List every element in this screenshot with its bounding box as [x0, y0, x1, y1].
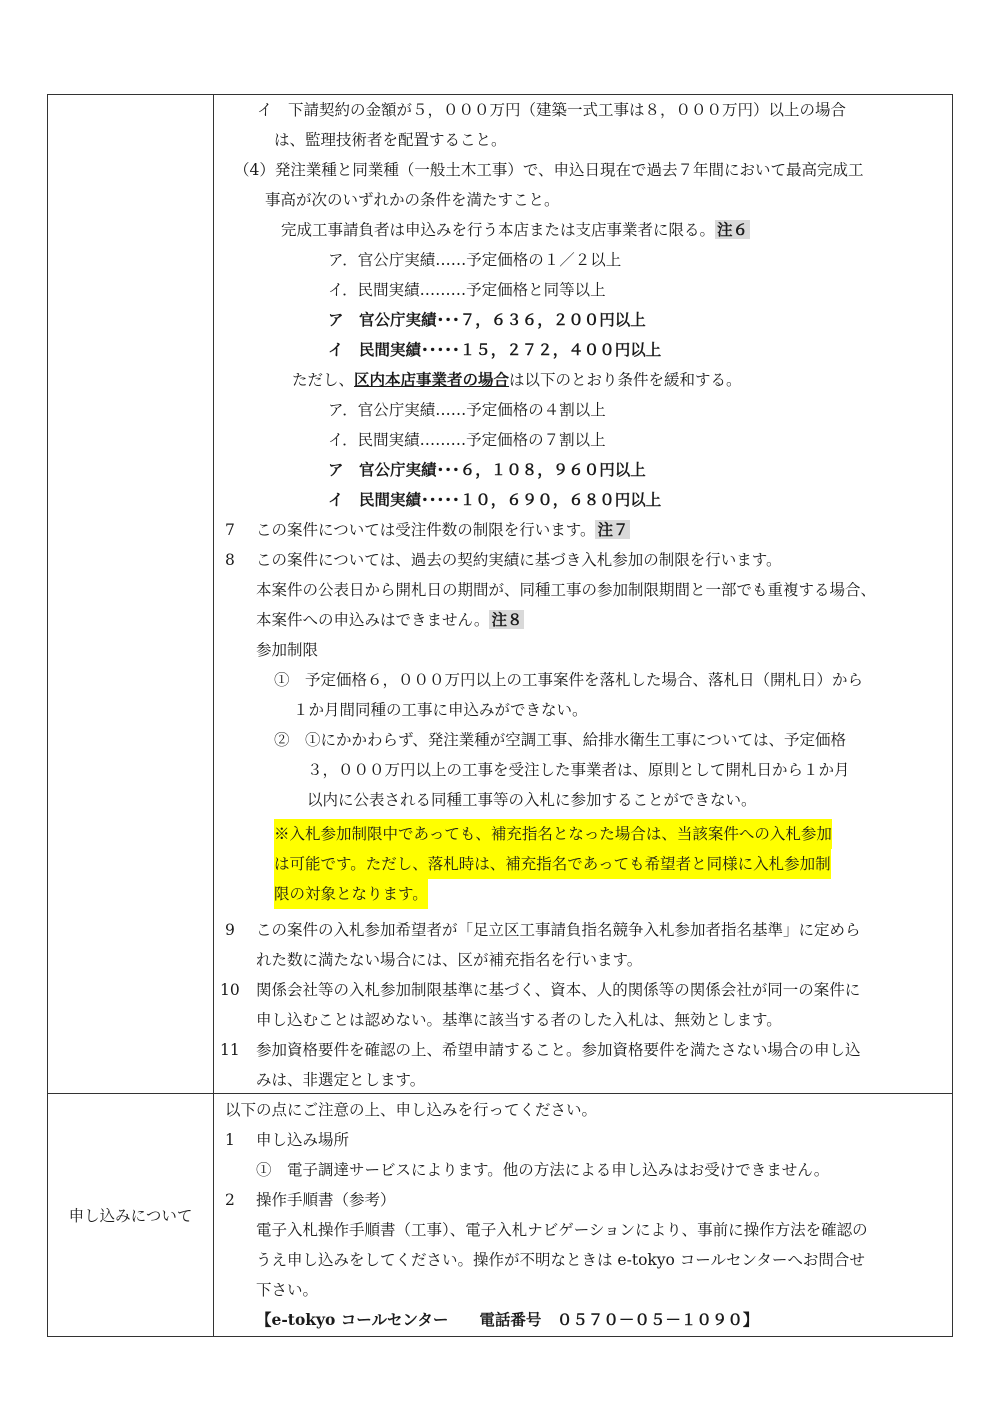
- text-line: ① 予定価格６，０００万円以上の工事案件を落札した場合、落札日（開札日）から: [274, 671, 864, 689]
- proviso-emphasis: 区内本店事業者の場合: [354, 370, 510, 389]
- apply-label: 申し込みについて: [68, 1207, 193, 1225]
- text-line: 申し込むことは認めない。基準に該当する者のした入札は、無効とします。: [256, 1011, 782, 1029]
- text-line: 以下の点にご注意の上、申し込みを行ってください。: [225, 1101, 598, 1119]
- text-line: イ 民間実績･････１５，２７２，４００円以上: [328, 340, 662, 359]
- text-line: 電子入札操作手順書（工事）、電子入札ナビゲーションにより、事前に操作方法を確認の: [256, 1221, 868, 1239]
- text-line: 関係会社等の入札参加制限基準に基づく、資本、人的関係等の関係会社が同一の案件に: [256, 981, 861, 999]
- call-center-line: 【e-tokyo コールセンター 電話番号 ０５７０－０５－１０９０】: [256, 1310, 759, 1329]
- note-6-link[interactable]: 注６: [717, 220, 749, 239]
- proviso-text: ただし、: [292, 371, 355, 389]
- item-number: 7: [225, 521, 235, 539]
- text-line: イ．民間実績………予定価格の７割以上: [328, 431, 606, 449]
- text-line: [292, 369, 742, 391]
- document-table: [47, 94, 953, 1337]
- text-line: ① 電子調達サービスによります。他の方法による申し込みはお受けできません。: [256, 1161, 830, 1179]
- text-line: イ 民間実績･････１０，６９０，６８０円以上: [328, 490, 662, 509]
- text-line: みは、非選定とします。: [256, 1071, 426, 1089]
- text-line: うえ申し込みをしてください。操作が不明なときは e-tokyo コールセンターへお問合せ: [256, 1251, 865, 1269]
- text-line: 参加制限: [256, 641, 319, 659]
- note-7-link[interactable]: 注７: [597, 520, 629, 539]
- highlight-line: 限の対象となります。: [274, 879, 428, 909]
- text-line: [256, 519, 630, 541]
- text-line: ア 官公庁実績･･･７，６３６，２００円以上: [328, 310, 646, 329]
- item-number: 2: [225, 1191, 235, 1209]
- text-line: （4）発注業種と同業種（一般土木工事）で、申込日現在で過去７年間において最高完成工: [234, 161, 864, 179]
- note-8-link[interactable]: 注８: [491, 610, 523, 629]
- text-line: 申し込み場所: [256, 1131, 350, 1149]
- text-line: 操作手順書（参考）: [256, 1191, 396, 1209]
- item-number: 8: [225, 551, 235, 569]
- text-line: イ．民間実績………予定価格と同等以上: [328, 281, 606, 299]
- item-text: この案件については受注件数の制限を行います。: [256, 521, 596, 539]
- item-number: 1: [225, 1131, 235, 1149]
- text-line: [256, 609, 524, 631]
- text-line: [281, 219, 750, 241]
- highlight-line: は可能です。ただし、落札時は、補充指名であっても希望者と同様に入札参加制: [274, 849, 831, 879]
- item-number: 10: [220, 981, 240, 999]
- text-line: 参加資格要件を確認の上、希望申請すること。参加資格要件を満たさない場合の申し込: [256, 1041, 861, 1059]
- apply-label-cell: [48, 1094, 213, 1336]
- text-line: 以内に公表される同種工事等の入札に参加することができない。: [307, 791, 757, 809]
- text-line: この案件の入札参加希望者が「足立区工事請負指名競争入札参加者指名基準」に定めら: [256, 921, 861, 939]
- text-line: ② ①にかかわらず、発注業種が空調工事、給排水衛生工事については、予定価格: [274, 731, 846, 749]
- item-number: 9: [225, 921, 235, 939]
- text-line: イ 下請契約の金額が５，０００万円（建築一式工事は８，０００万円）以上の場合: [257, 101, 847, 119]
- text-line: ３，０００万円以上の工事を受注した事業者は、原則として開札日から１か月: [307, 761, 850, 779]
- item-text: 本案件への申込みはできません。: [256, 611, 490, 629]
- text-line: ア 官公庁実績･･･６，１０８，９６０円以上: [328, 460, 646, 479]
- text-line: この案件については、過去の契約実績に基づき入札参加の制限を行います。: [256, 551, 782, 569]
- text-line: れた数に満たない場合には、区が補充指名を行います。: [256, 951, 643, 969]
- highlight-line: ※入札参加制限中であっても、補充指名となった場合は、当該案件への入札参加: [274, 819, 832, 849]
- text-line: 本案件の公表日から開札日の期間が、同種工事の参加制限期間と一部でも重複する場合、: [256, 581, 877, 599]
- proviso-text: は以下のとおり条件を緩和する。: [509, 371, 742, 389]
- column-divider: [213, 95, 214, 1336]
- text-line: 事高が次のいずれかの条件を満たすこと。: [265, 191, 560, 209]
- text-line: １か月間同種の工事に申込みができない。: [293, 701, 588, 719]
- item-number: 11: [220, 1041, 240, 1059]
- text-line: 下さい。: [256, 1281, 319, 1299]
- text-line: は、監理技術者を配置すること。: [274, 131, 507, 149]
- text-line: ア．官公庁実績……予定価格の１／２以上: [328, 251, 622, 269]
- condition-note: 完成工事請負者は申込みを行う本店または支店事業者に限る。: [281, 221, 716, 239]
- text-line: ア．官公庁実績……予定価格の４割以上: [328, 401, 606, 419]
